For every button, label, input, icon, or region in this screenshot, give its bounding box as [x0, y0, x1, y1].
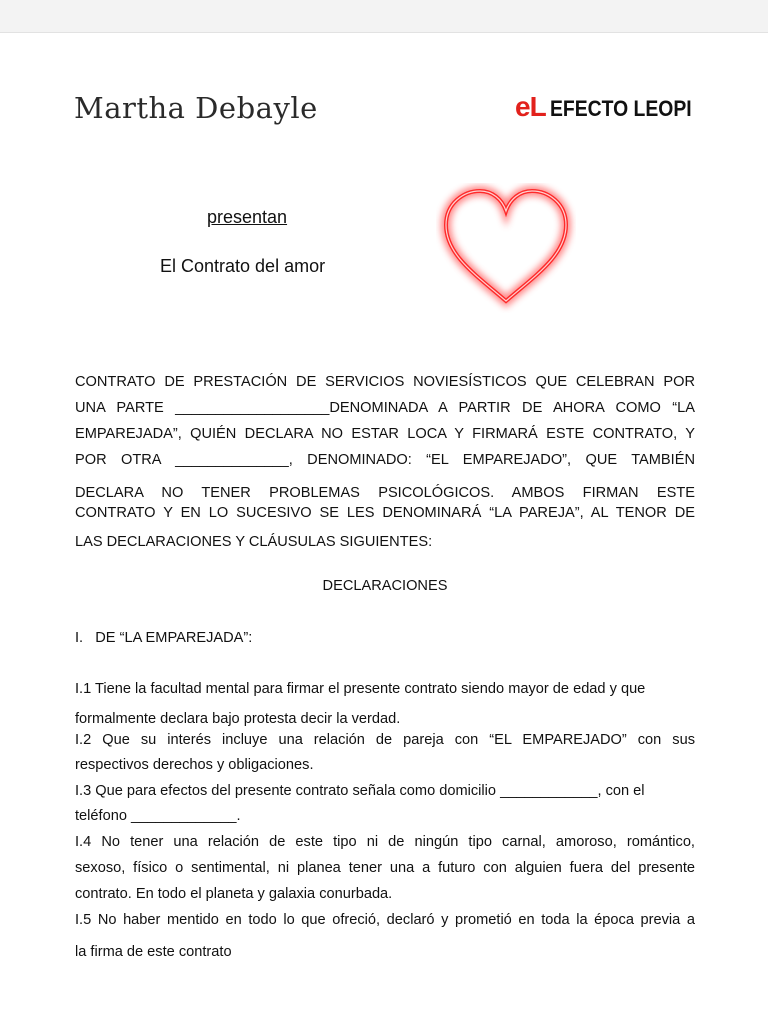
document-title: El Contrato del amor [160, 256, 326, 276]
paragraph-2-line-2: CONTRATO Y EN LO SUCESIVO SE LES DENOMINARÁ “LA PAREJA”, AL TENOR DE [75, 505, 695, 521]
paragraph-1-line-3: EMPAREJADA”, QUIÉN DECLARA NO ESTAR LOCA Y FIRMARÁ ESTE CONTRATO, Y [75, 426, 695, 442]
clause-i1-line-2: formalmente declara bajo protesta decir la verdad. [75, 711, 401, 727]
clause-i1-line-1: I.1 Tiene la facultad mental para firmar el presente contrato siendo mayor de edad y que [75, 681, 646, 697]
clause-i3-line-1: I.3 Que para efectos del presente contrato señala como domicilio ____________, con el [75, 783, 645, 799]
paragraph-2-line-1: DECLARA NO TENER PROBLEMAS PSICOLÓGICOS. AMBOS FIRMAN ESTE [75, 485, 695, 501]
clause-i3-line-2: teléfono _____________. [75, 808, 241, 824]
paragraph-1-line-1: CONTRATO DE PRESTACIÓN DE SERVICIOS NOVIESÍSTICOS QUE CELEBRAN POR [75, 374, 695, 390]
paragraph-1-line-2: UNA PARTE ___________________DENOMINADA A PARTIR DE AHORA COMO “LA [75, 400, 695, 416]
clause-i4-line-1: I.4 No tener una relación de este tipo ni de ningún tipo carnal, amoroso, romántico, [75, 834, 695, 850]
document-page [0, 32, 768, 1025]
paragraph-2-line-3: LAS DECLARACIONES Y CLÁUSULAS SIGUIENTES: [75, 534, 433, 550]
efecto-leopi-logo [515, 91, 711, 123]
martha-debayle-logo: Martha Debayle [74, 91, 318, 125]
presentan-label: presentan [207, 207, 288, 227]
declaraciones-heading: DECLARACIONES [322, 578, 448, 594]
clause-i4-line-3: contrato. En todo el planeta y galaxia conurbada. [75, 886, 393, 902]
section-i-heading: I. DE “LA EMPAREJADA”: [75, 630, 253, 646]
clause-i2-line-1: I.2 Que su interés incluye una relación de pareja con “EL EMPAREJADO” con sus [75, 732, 695, 748]
clause-i5-line-1: I.5 No haber mentido en todo lo que ofreció, declaró y prometió en toda la época previa a [75, 912, 695, 928]
efecto-leopi-logo-prefix: eL [515, 91, 546, 122]
clause-i5-line-2: la firma de este contrato [75, 944, 232, 960]
efecto-leopi-logo-text: EFECTO LEOPI [549, 96, 692, 121]
paragraph-1-line-4: POR OTRA ______________, DENOMINADO: “EL EMPAREJADO”, QUE TAMBIÉN [75, 452, 695, 468]
heart-icon [436, 183, 576, 313]
clause-i4-line-2: sexoso, físico o sentimental, ni planea tener una a futuro con alguien fuera del presente [75, 860, 695, 876]
clause-i2-line-2: respectivos derechos y obligaciones. [75, 757, 314, 773]
